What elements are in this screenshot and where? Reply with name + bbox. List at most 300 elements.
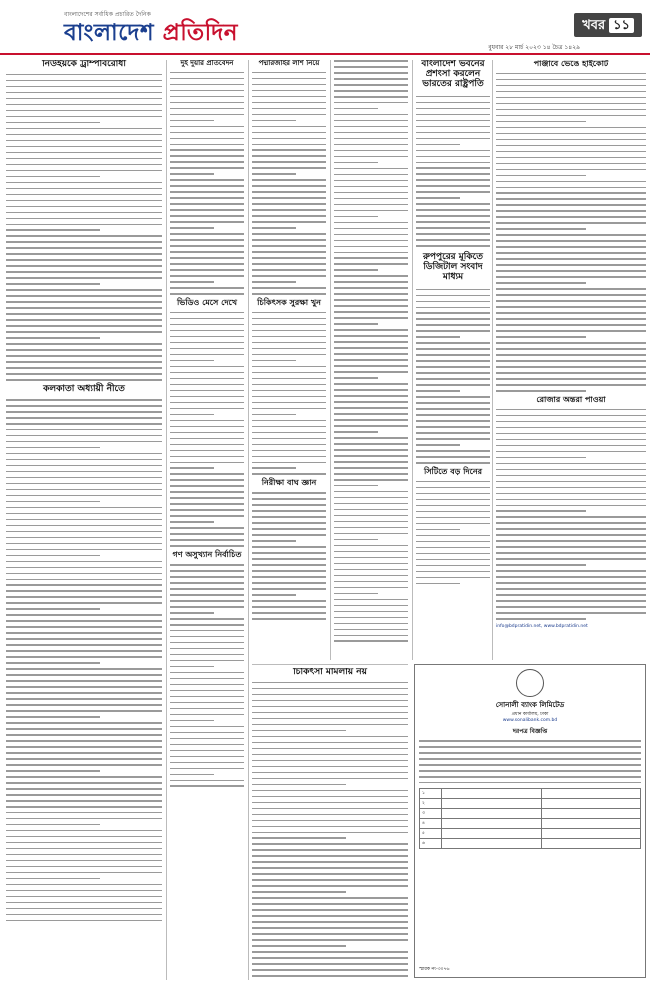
text-line: [6, 429, 162, 431]
ad-org: সোনালী ব্যাংক লিমিটেড: [495, 701, 565, 709]
text-line: [252, 462, 326, 464]
text-line: [170, 90, 244, 92]
text-line: [252, 167, 326, 169]
text-line: [6, 590, 162, 592]
text-line: [252, 754, 408, 756]
text-line: [334, 425, 408, 427]
headline: ভিডিও মেসে দেখে: [177, 298, 237, 308]
text-line: [416, 203, 490, 205]
text-line: [334, 407, 408, 409]
text-line: [334, 198, 408, 200]
text-line: [6, 782, 162, 784]
ad-subtitle: প্রধান কার্যালয়, ঢাকা: [511, 712, 549, 717]
article-column: [6, 60, 162, 980]
text-line: [170, 102, 244, 104]
text-line: [170, 366, 244, 368]
text-line: [6, 818, 162, 820]
text-line: [252, 802, 408, 804]
text-line: [334, 234, 408, 236]
text-line: [252, 209, 326, 211]
ad-row-cell: [541, 798, 640, 808]
text-line: [170, 660, 244, 662]
headline: রুপপুরের মূকিতে ডিজিটাল সংবাদ মাধ্যম: [422, 251, 483, 282]
text-line: [416, 547, 490, 549]
text-line: [416, 324, 490, 326]
ad-row-number: ৬: [420, 838, 442, 848]
text-line: [416, 209, 490, 211]
text-line: [252, 372, 326, 374]
text-line: [170, 462, 244, 464]
text-line: [252, 251, 326, 253]
text-line: [334, 473, 408, 475]
article-body: [496, 409, 646, 620]
text-line: [6, 122, 100, 124]
text-line: [334, 66, 408, 68]
text-line: [170, 768, 244, 770]
text-line: [6, 253, 162, 255]
text-line: [496, 475, 646, 477]
text-line: [6, 477, 162, 479]
text-line: [334, 383, 408, 385]
text-line: [252, 760, 408, 762]
text-line: [496, 85, 646, 87]
text-line: [6, 158, 162, 160]
text-line: [496, 552, 646, 554]
text-line: [6, 830, 162, 832]
text-line: [334, 90, 408, 92]
text-line: [252, 588, 326, 590]
text-line: [252, 808, 408, 810]
text-line: [6, 170, 162, 172]
footer-link[interactable]: info@bdpratidin.net, www.bdpratidin.net: [496, 624, 588, 630]
masthead: [0, 0, 650, 56]
text-line: [334, 593, 378, 595]
text-line: [252, 706, 408, 708]
text-line: [496, 522, 646, 524]
article-column: [496, 60, 646, 660]
text-line: [496, 270, 646, 272]
headline: বাংলাদেশ ভবনের প্রশংসা করলেন ভারতের রাষ্ট্রপতি: [421, 60, 485, 89]
text-line: [496, 360, 646, 362]
text-line: [496, 169, 646, 171]
text-line: [252, 915, 408, 917]
text-line: [170, 521, 214, 523]
text-line: [6, 435, 162, 437]
text-line: [170, 570, 244, 572]
text-line: [6, 638, 162, 640]
text-line: [252, 700, 408, 702]
text-line: [6, 650, 162, 652]
text-line: [6, 573, 162, 575]
article-body: [252, 682, 408, 977]
text-line: [416, 420, 490, 422]
article-body: [170, 312, 244, 547]
text-line: [416, 450, 490, 452]
text-line: [252, 790, 408, 792]
text-line: [252, 108, 326, 110]
text-line: [496, 366, 646, 368]
text-line: [334, 575, 408, 577]
text-line: [496, 264, 646, 266]
text-line: [496, 240, 646, 242]
text-line: [252, 408, 326, 410]
text-line: [6, 632, 162, 634]
text-line: [334, 269, 378, 271]
text-line: [6, 489, 162, 491]
text-line: [6, 453, 162, 455]
text-line: [6, 537, 162, 539]
text-line: [170, 600, 244, 602]
text-line: [416, 301, 490, 303]
text-line: [170, 120, 214, 122]
text-line: [170, 390, 244, 392]
text-line: [6, 319, 162, 321]
text-line: [6, 584, 162, 586]
text-line: [170, 161, 244, 163]
text-line: [496, 139, 646, 141]
text-line: [252, 197, 326, 199]
text-line: [6, 746, 162, 748]
text-line: [170, 630, 244, 632]
text-line: [416, 156, 490, 158]
headline: দুই দুয়ার প্রতিবেদন: [180, 60, 234, 67]
text-line: [416, 336, 460, 338]
text-line: [416, 432, 490, 434]
text-line: [416, 318, 490, 320]
text-line: [252, 618, 326, 620]
text-line: [334, 395, 408, 397]
text-line: [496, 606, 646, 608]
ad-title: দরপত্র বিজ্ঞপ্তি: [512, 728, 548, 735]
text-line: [252, 855, 408, 857]
text-line: [252, 843, 408, 845]
ad-row-cell: [442, 788, 541, 798]
text-line: [6, 656, 162, 658]
text-line: [170, 233, 244, 235]
text-line: [252, 552, 326, 554]
text-line: [6, 265, 162, 267]
ad-table-row: [420, 798, 641, 808]
text-line: [6, 405, 162, 407]
text-line: [252, 257, 326, 259]
text-line: [6, 367, 162, 369]
text-line: [416, 444, 460, 446]
text-line: [334, 413, 408, 415]
text-line: [6, 283, 100, 285]
text-line: [496, 576, 646, 578]
text-line: [252, 155, 326, 157]
bank-emblem-icon: [516, 669, 544, 697]
text-line: [252, 402, 326, 404]
text-line: [170, 426, 244, 428]
text-line: [496, 175, 586, 177]
text-line: [170, 78, 244, 80]
text-line: [170, 702, 244, 704]
text-line: [416, 197, 460, 199]
text-line: [252, 963, 408, 965]
text-line: [252, 712, 408, 714]
text-line: [496, 493, 646, 495]
text-line: [416, 138, 490, 140]
text-line: [6, 441, 162, 443]
text-line: [496, 204, 646, 206]
text-line: [252, 473, 326, 475]
text-line: [170, 533, 244, 535]
text-line: [6, 337, 100, 339]
text-line: [6, 200, 162, 202]
text-line: [252, 688, 408, 690]
text-line: [6, 271, 162, 273]
headline: কলকাতা অধ্যায়ী নীতে: [43, 384, 125, 395]
tender-notice-ad: [414, 664, 646, 978]
text-line: [496, 258, 646, 260]
text-line: [252, 293, 326, 295]
text-line: [496, 246, 646, 248]
text-line: [252, 203, 326, 205]
text-line: [416, 462, 490, 464]
text-line: [170, 594, 244, 596]
text-line: [496, 378, 646, 380]
text-line: [170, 281, 214, 283]
text-line: [496, 457, 586, 459]
text-line: [334, 581, 408, 583]
text-line: [252, 390, 326, 392]
text-line: [496, 409, 646, 411]
text-line: [6, 644, 162, 646]
text-line: [496, 109, 646, 111]
text-line: [496, 445, 646, 447]
text-line: [170, 108, 244, 110]
text-line: [6, 620, 162, 622]
text-line: [496, 505, 646, 507]
text-line: [334, 629, 408, 631]
text-line: [252, 354, 326, 356]
text-line: [6, 313, 162, 315]
text-line: [416, 239, 490, 241]
text-line: [6, 513, 162, 515]
text-line: [496, 516, 646, 518]
text-line: [416, 312, 490, 314]
text-line: [6, 836, 162, 838]
text-line: [496, 228, 586, 230]
text-line: [334, 102, 408, 104]
text-line: [416, 221, 490, 223]
text-line: [252, 161, 326, 163]
text-line: [496, 439, 646, 441]
text-line: [496, 421, 646, 423]
text-line: [170, 318, 244, 320]
text-line: [6, 842, 162, 844]
text-line: [252, 275, 326, 277]
text-line: [6, 241, 162, 243]
text-line: [6, 626, 162, 628]
text-line: [416, 114, 490, 116]
text-line: [252, 239, 326, 241]
text-line: [496, 528, 646, 530]
text-line: [6, 295, 162, 297]
text-line: [252, 576, 326, 578]
text-line: [416, 505, 490, 507]
ad-website[interactable]: www.sonalibank.com.bd: [502, 718, 558, 723]
text-line: [170, 396, 244, 398]
text-line: [6, 247, 162, 249]
text-line: [252, 861, 408, 863]
text-line: [496, 103, 646, 105]
text-line: [416, 330, 490, 332]
text-line: [416, 179, 490, 181]
text-line: [252, 522, 326, 524]
text-line: [170, 750, 244, 752]
text-line: [496, 282, 586, 284]
text-line: [252, 784, 346, 786]
headline: চিকিৎসক সুরক্ষা খুন: [257, 298, 321, 308]
text-line: [252, 366, 326, 368]
text-line: [416, 577, 490, 579]
text-line: [334, 617, 408, 619]
text-line: [252, 879, 408, 881]
text-line: [334, 419, 408, 421]
text-line: [170, 215, 244, 217]
text-line: [252, 450, 326, 452]
text-line: [6, 770, 100, 772]
text-line: [6, 710, 162, 712]
text-line: [6, 902, 162, 904]
text-line: [334, 275, 408, 277]
text-line: [170, 324, 244, 326]
text-line: [252, 348, 326, 350]
article-column: [334, 60, 408, 660]
text-line: [252, 540, 296, 542]
text-line: [170, 450, 244, 452]
text-line: [6, 896, 162, 898]
ad-row-cell: [541, 788, 640, 798]
article-body: [6, 74, 162, 381]
text-line: [170, 360, 214, 362]
text-line: [334, 180, 408, 182]
text-line: [334, 240, 408, 242]
text-line: [252, 778, 408, 780]
text-line: [334, 132, 408, 134]
text-line: [334, 640, 408, 642]
text-line: [334, 485, 378, 487]
text-line: [252, 820, 408, 822]
text-line: [334, 611, 408, 613]
text-line: [419, 740, 641, 742]
text-line: [252, 748, 408, 750]
text-line: [170, 275, 244, 277]
text-line: [170, 539, 244, 541]
text-line: [170, 330, 244, 332]
text-line: [6, 343, 162, 345]
text-line: [6, 289, 162, 291]
text-line: [6, 555, 100, 557]
text-line: [334, 228, 408, 230]
text-line: [496, 348, 646, 350]
text-line: [416, 167, 490, 169]
newspaper-logo: বাংলাদেশ প্রতিদিন: [64, 20, 239, 46]
text-line: [334, 329, 408, 331]
text-line: [416, 102, 490, 104]
text-line: [416, 438, 490, 440]
text-line: [170, 576, 244, 578]
text-line: [170, 126, 244, 128]
text-line: [6, 758, 162, 760]
text-line: [170, 408, 244, 410]
text-line: [334, 347, 408, 349]
text-line: [252, 360, 296, 362]
text-line: [170, 642, 244, 644]
text-line: [252, 324, 326, 326]
column-divider: [166, 60, 167, 980]
text-line: [334, 599, 408, 601]
text-line: [170, 96, 244, 98]
text-line: [252, 414, 296, 416]
text-line: [252, 558, 326, 560]
text-line: [496, 499, 646, 501]
ad-row-cell: [442, 838, 541, 848]
text-line: [170, 414, 214, 416]
text-line: [252, 90, 326, 92]
text-line: [334, 551, 408, 553]
text-line: [416, 120, 490, 122]
text-line: [252, 724, 408, 726]
text-line: [170, 636, 244, 638]
text-line: [334, 281, 408, 283]
text-line: [334, 431, 378, 433]
text-line: [6, 602, 162, 604]
text-line: [6, 86, 162, 88]
text-line: [170, 738, 244, 740]
text-line: [334, 293, 408, 295]
text-line: [6, 788, 162, 790]
text-line: [170, 564, 244, 566]
text-line: [170, 666, 214, 668]
text-line: [170, 420, 244, 422]
text-line: [170, 612, 214, 614]
text-line: [416, 559, 490, 561]
text-line: [252, 336, 326, 338]
text-line: [416, 517, 490, 519]
text-line: [416, 173, 490, 175]
text-line: [496, 163, 646, 165]
text-line: [6, 519, 162, 521]
text-line: [496, 534, 646, 536]
text-line: [252, 173, 296, 175]
article-column: [252, 60, 326, 660]
text-line: [6, 98, 162, 100]
text-line: [496, 127, 646, 129]
text-line: [6, 459, 162, 461]
text-line: [6, 483, 162, 485]
text-line: [170, 672, 244, 674]
ad-table-row: [420, 828, 641, 838]
text-line: [170, 648, 244, 650]
text-line: [6, 525, 162, 527]
ad-row-cell: [442, 808, 541, 818]
text-line: [496, 288, 646, 290]
text-line: [6, 531, 162, 533]
text-line: [416, 126, 490, 128]
text-line: [170, 342, 244, 344]
text-line: [252, 766, 408, 768]
headline: চিকিৎসা মামলায় নয়: [293, 668, 367, 677]
text-line: [496, 594, 646, 596]
text-line: [6, 800, 162, 802]
text-line: [416, 360, 490, 362]
text-line: [252, 933, 408, 935]
text-line: [496, 372, 646, 374]
text-line: [6, 277, 162, 279]
